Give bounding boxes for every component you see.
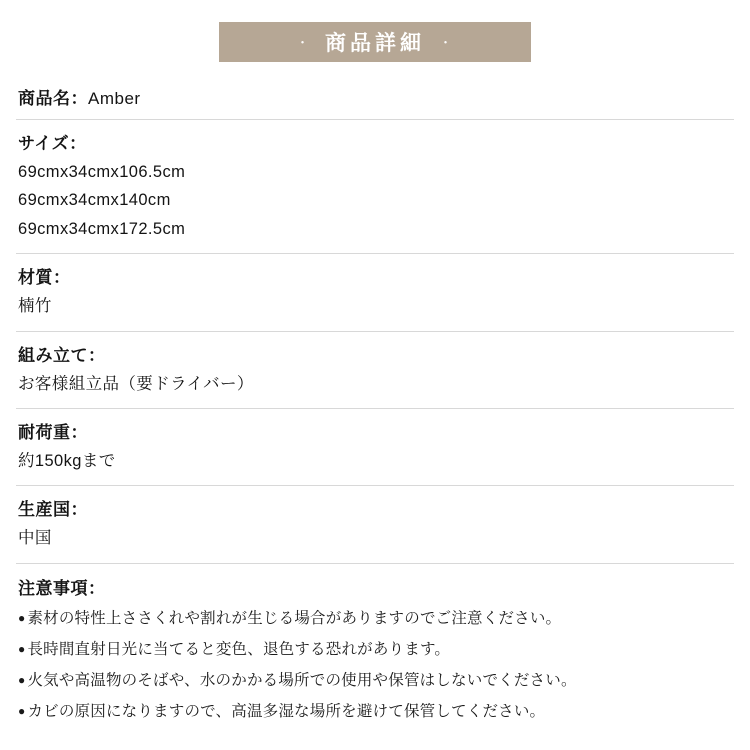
spec-value: お客様組立品（要ドライバー） xyxy=(18,374,254,393)
note-text: 素材の特性上ささくれや割れが生じる場合がありますのでご注意ください。 xyxy=(27,609,562,627)
spec-value: 69cmx34cmx172.5cm xyxy=(18,219,186,238)
spec-value: 69cmx34cmx140cm xyxy=(18,191,171,210)
section-header-banner xyxy=(219,22,531,62)
spec-label: 生産国： xyxy=(18,500,88,520)
spec-value: 中国 xyxy=(18,529,52,548)
list-item xyxy=(18,696,732,727)
spec-value-list xyxy=(18,447,732,475)
banner-container xyxy=(16,0,734,62)
spec-value-list xyxy=(18,524,732,552)
notes-section xyxy=(16,563,734,727)
page-title: 商品詳細 xyxy=(325,32,425,55)
bullet-icon: ● xyxy=(18,641,26,656)
bullet-icon: ● xyxy=(18,703,26,718)
spec-row xyxy=(16,331,734,408)
notes-label: 注意事項： xyxy=(18,578,106,598)
spec-label: 商品名： xyxy=(18,89,88,108)
decorative-dot-left-icon: ・ xyxy=(295,34,311,50)
spec-row xyxy=(16,119,734,253)
notes-list xyxy=(18,603,732,727)
note-text: 火気や高温物のそばや、水のかかる場所での使用や保管はしないでください。 xyxy=(27,671,577,689)
spec-table xyxy=(16,80,734,727)
spec-label: 組み立て： xyxy=(18,345,106,365)
spec-value: 69cmx34cmx106.5cm xyxy=(18,163,186,181)
spec-value: 楠竹 xyxy=(18,297,52,316)
spec-value-list xyxy=(18,370,732,398)
spec-row-inline xyxy=(18,84,732,109)
spec-value-list xyxy=(18,292,732,320)
spec-row xyxy=(16,485,734,562)
spec-label: 材質： xyxy=(18,268,71,288)
spec-value-list xyxy=(18,158,732,243)
list-item xyxy=(18,665,732,696)
bullet-icon: ● xyxy=(18,610,26,625)
note-text: 長時間直射日光に当てると変色、退色する恐れがあります。 xyxy=(27,640,451,658)
spec-row xyxy=(16,80,734,119)
spec-value: Amber xyxy=(88,89,141,108)
spec-row xyxy=(16,408,734,485)
spec-label: 耐荷重： xyxy=(18,422,88,442)
list-item xyxy=(18,634,732,665)
spec-label: サイズ： xyxy=(18,134,87,153)
spec-row xyxy=(16,253,734,330)
list-item xyxy=(18,603,732,634)
spec-value: 約150kgまで xyxy=(18,451,116,470)
bullet-icon: ● xyxy=(18,672,26,687)
note-text: カビの原因になりますので、高温多湿な場所を避けて保管してください。 xyxy=(27,702,546,720)
decorative-dot-right-icon: ・ xyxy=(439,34,455,50)
